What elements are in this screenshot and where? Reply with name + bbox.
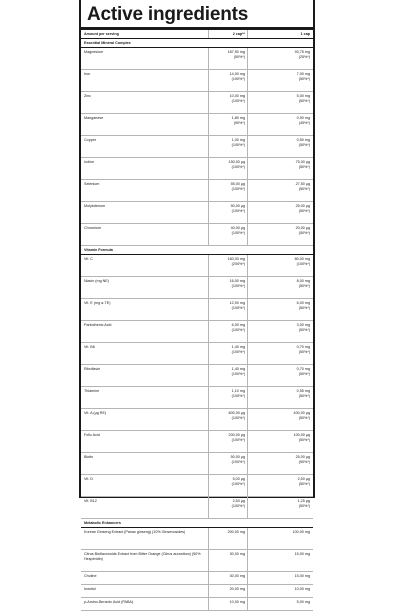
amount-1cap-value: 25,00 µg	[295, 455, 310, 460]
table-row	[81, 598, 313, 611]
amount-2cap-percent: (100%*)	[231, 481, 245, 486]
amount-1cap-percent: (50%*)	[298, 327, 310, 332]
amount-1cap	[248, 387, 313, 408]
amount-1cap	[248, 431, 313, 452]
amount-1cap-value: 100,00 µg	[293, 433, 310, 438]
amount-2cap	[209, 299, 248, 320]
table-row	[81, 550, 313, 572]
table-row	[81, 48, 313, 70]
table-row	[81, 224, 313, 246]
amount-2cap-value: 20,00 mg	[229, 587, 245, 592]
amount-1cap	[248, 528, 313, 549]
amount-1cap	[248, 224, 313, 245]
amount-1cap	[248, 114, 313, 135]
amount-1cap-percent: (50%*)	[298, 503, 310, 508]
ingredient-name: Biotin	[81, 453, 209, 474]
amount-1cap-percent: (50%*)	[298, 76, 310, 81]
amount-1cap	[248, 343, 313, 364]
ingredient-name: Zinc	[81, 92, 209, 113]
amount-2cap-percent: (100%*)	[231, 76, 245, 81]
table-row	[81, 321, 313, 343]
amount-2cap-value: 1,00 mg	[231, 138, 245, 143]
amount-2cap-percent: (100%*)	[231, 186, 245, 191]
ingredient-name: Magnesium	[81, 48, 209, 69]
amount-2cap-value: 40,00 µg	[230, 226, 245, 231]
amount-2cap	[209, 202, 248, 223]
table-row	[81, 585, 313, 598]
amount-2cap-percent: (100%*)	[231, 415, 245, 420]
amount-1cap	[248, 158, 313, 179]
amount-1cap-value: 10,00 mg	[294, 587, 310, 592]
amount-1cap-value: 8,00 mg	[296, 279, 310, 284]
ingredient-name: Citrus Bioflavonoids Extract from Bitter Orange (Citrus aurantium) (50% Hesperidin)	[81, 550, 209, 571]
ingredient-name: Pantothenic Acid	[81, 321, 209, 342]
section-header	[81, 39, 313, 48]
amount-2cap	[209, 528, 248, 549]
amount-2cap-value: 6,00 mg	[231, 323, 245, 328]
amount-2cap	[209, 48, 248, 69]
table-row	[81, 387, 313, 409]
amount-2cap-value: 14,00 mg	[229, 72, 245, 77]
amount-1cap-percent: (50%*)	[298, 186, 310, 191]
amount-2cap	[209, 387, 248, 408]
amount-1cap	[248, 180, 313, 201]
ingredient-name: Vit. A (µg RE)	[81, 409, 209, 430]
ingredient-name: Iodine	[81, 158, 209, 179]
amount-2cap	[209, 343, 248, 364]
amount-2cap-percent: (100%*)	[231, 164, 245, 169]
amount-1cap-value: 0,55 mg	[296, 389, 310, 394]
section-header	[81, 519, 313, 528]
amount-2cap-percent: (200%*)	[231, 261, 245, 266]
amount-2cap-value: 800,00 µg	[228, 411, 245, 416]
amount-1cap	[248, 277, 313, 298]
amount-1cap-value: 100,00 mg	[292, 530, 310, 535]
section-title: Vitamin Formula	[84, 248, 113, 253]
amount-1cap-value: 20,00 µg	[295, 226, 310, 231]
ingredient-name: Selenium	[81, 180, 209, 201]
amount-1cap-percent: (50%*)	[298, 393, 310, 398]
amount-1cap-percent: (45%*)	[298, 120, 310, 125]
table-row	[81, 453, 313, 475]
amount-1cap-percent: (50%*)	[298, 459, 310, 464]
ingredient-name: p-Amino-Benzoic Acid (PABA)	[81, 598, 209, 610]
table-header	[81, 30, 313, 39]
amount-1cap	[248, 202, 313, 223]
amount-1cap	[248, 475, 313, 496]
table-row	[81, 409, 313, 431]
page-title: Active ingredients	[81, 0, 313, 30]
ingredient-name: Vit. B12	[81, 497, 209, 518]
ingredient-name: Folic Acid	[81, 431, 209, 452]
amount-1cap	[248, 409, 313, 430]
section-header	[81, 246, 313, 255]
amount-2cap-value: 160,00 mg	[227, 257, 245, 262]
amount-2cap-value: 1,40 mg	[231, 345, 245, 350]
table-row	[81, 497, 313, 519]
ingredient-name: Chromium	[81, 224, 209, 245]
amount-1cap-value: 80,00 mg	[294, 257, 310, 262]
amount-1cap-percent: (50%*)	[298, 164, 310, 169]
amount-1cap-percent: (50%*)	[298, 481, 310, 486]
ingredient-name: Korean Ginseng Extract (Panax ginseng) (10% Ginsenosides)	[81, 528, 209, 549]
amount-2cap-percent: (100%*)	[231, 98, 245, 103]
ingredient-name: Thiamine	[81, 387, 209, 408]
amount-2cap-percent: (50%*)	[233, 54, 245, 59]
amount-2cap	[209, 224, 248, 245]
amount-1cap-value: 400,00 µg	[293, 411, 310, 416]
amount-2cap-value: 200,00 µg	[228, 433, 245, 438]
amount-2cap	[209, 550, 248, 571]
table-row	[81, 475, 313, 497]
ingredient-name: Inositol	[81, 585, 209, 597]
amount-2cap-value: 30,00 mg	[229, 574, 245, 579]
amount-1cap-value: 27,50 µg	[295, 182, 310, 187]
amount-2cap	[209, 92, 248, 113]
table-row	[81, 136, 313, 158]
amount-2cap	[209, 365, 248, 386]
amount-1cap-value: 75,00 µg	[295, 160, 310, 165]
amount-2cap-value: 5,00 µg	[232, 477, 245, 482]
section-title: Essential Mineral Complex	[84, 41, 131, 46]
amount-2cap-value: 1,10 mg	[231, 389, 245, 394]
amount-2cap	[209, 431, 248, 452]
amount-1cap-percent: (50%*)	[298, 437, 310, 442]
amount-1cap	[248, 70, 313, 91]
amount-2cap	[209, 453, 248, 474]
amount-2cap-value: 12,00 mg	[229, 301, 245, 306]
amount-2cap-value: 50,00 µg	[230, 204, 245, 209]
amount-1cap	[248, 365, 313, 386]
header-name: Amount per serving	[81, 30, 209, 38]
amount-2cap	[209, 475, 248, 496]
amount-2cap-value: 2,50 µg	[232, 499, 245, 504]
table-row	[81, 572, 313, 585]
amount-1cap-percent: (50%*)	[298, 208, 310, 213]
amount-2cap	[209, 114, 248, 135]
amount-1cap-value: 5,00 mg	[296, 94, 310, 99]
amount-1cap-percent: (50%*)	[298, 305, 310, 310]
table-row	[81, 180, 313, 202]
amount-2cap	[209, 70, 248, 91]
amount-1cap	[248, 585, 313, 597]
amount-2cap	[209, 277, 248, 298]
table-row	[81, 202, 313, 224]
amount-1cap	[248, 550, 313, 571]
amount-2cap-value: 50,00 µg	[230, 455, 245, 460]
table-row	[81, 114, 313, 136]
table-row	[81, 92, 313, 114]
table-row	[81, 431, 313, 453]
amount-1cap	[248, 136, 313, 157]
amount-2cap-percent: (100%*)	[231, 371, 245, 376]
amount-1cap-value: 1,25 µg	[297, 499, 310, 504]
amount-2cap	[209, 409, 248, 430]
amount-1cap-percent: (50%*)	[298, 230, 310, 235]
amount-2cap-percent: (100%*)	[231, 437, 245, 442]
amount-2cap-percent: (90%*)	[233, 120, 245, 125]
amount-1cap-value: 5,00 mg	[296, 600, 310, 605]
amount-1cap-percent: (100%*)	[296, 261, 310, 266]
amount-1cap-percent: (50%*)	[298, 142, 310, 147]
section-title: Metabolic Enhancers	[84, 521, 121, 526]
amount-2cap-percent: (100%*)	[231, 230, 245, 235]
table-row	[81, 70, 313, 92]
ingredients-panel	[79, 0, 315, 605]
amount-1cap-percent: (25%*)	[298, 54, 310, 59]
table-row	[81, 528, 313, 550]
amount-2cap-value: 1,40 mg	[231, 367, 245, 372]
ingredient-name: Riboflavin	[81, 365, 209, 386]
ingredient-name: Copper	[81, 136, 209, 157]
amount-2cap-value: 16,00 mg	[229, 279, 245, 284]
ingredient-name: Iron	[81, 70, 209, 91]
amount-1cap	[248, 572, 313, 584]
amount-2cap	[209, 158, 248, 179]
amount-1cap-value: 2,50 µg	[297, 477, 310, 482]
amount-2cap	[209, 572, 248, 584]
ingredient-name: Vit. C	[81, 255, 209, 276]
amount-1cap-value: 93,75 mg	[294, 50, 310, 55]
table-row	[81, 365, 313, 387]
amount-2cap-percent: (100%*)	[231, 305, 245, 310]
table-body	[81, 39, 313, 611]
header-col3: 1 cap	[300, 32, 310, 36]
amount-2cap	[209, 497, 248, 518]
amount-2cap	[209, 180, 248, 201]
amount-2cap-percent: (100%*)	[231, 349, 245, 354]
amount-2cap-value: 187,50 mg	[227, 50, 245, 55]
amount-1cap	[248, 453, 313, 474]
amount-1cap	[248, 92, 313, 113]
amount-2cap-percent: (100%*)	[231, 503, 245, 508]
amount-1cap-value: 0,90 mg	[296, 116, 310, 121]
table-row	[81, 158, 313, 180]
amount-1cap-value: 0,70 mg	[296, 345, 310, 350]
amount-2cap-percent: (100%*)	[231, 283, 245, 288]
amount-1cap-value: 15,00 mg	[294, 552, 310, 557]
ingredient-name: Choline	[81, 572, 209, 584]
amount-1cap	[248, 321, 313, 342]
amount-1cap	[248, 497, 313, 518]
ingredient-name: Vit. E (mg α-TE)	[81, 299, 209, 320]
ingredient-name: Molybdenum	[81, 202, 209, 223]
amount-2cap-percent: (100%*)	[231, 327, 245, 332]
amount-2cap-value: 30,00 mg	[229, 552, 245, 557]
amount-2cap-value: 55,00 µg	[230, 182, 245, 187]
header-col2: 2 cap**	[209, 30, 248, 38]
amount-1cap-value: 3,00 mg	[296, 323, 310, 328]
ingredient-name: Manganese	[81, 114, 209, 135]
amount-2cap	[209, 321, 248, 342]
amount-1cap-percent: (50%*)	[298, 98, 310, 103]
amount-1cap-value: 6,00 mg	[296, 301, 310, 306]
amount-2cap-value: 10,00 mg	[229, 94, 245, 99]
amount-2cap	[209, 585, 248, 597]
amount-1cap-value: 7,00 mg	[296, 72, 310, 77]
amount-1cap-value: 0,50 mg	[296, 138, 310, 143]
amount-1cap-percent: (50%*)	[298, 371, 310, 376]
amount-2cap-percent: (100%*)	[231, 208, 245, 213]
table-row	[81, 343, 313, 365]
amount-1cap	[248, 48, 313, 69]
ingredient-name: Vit. D	[81, 475, 209, 496]
ingredient-name: Niacin (mg NE)	[81, 277, 209, 298]
amount-1cap-value: 0,70 mg	[296, 367, 310, 372]
amount-2cap-value: 200,00 mg	[227, 530, 245, 535]
amount-2cap-value: 1,80 mg	[231, 116, 245, 121]
amount-1cap	[248, 299, 313, 320]
table-row	[81, 255, 313, 277]
amount-2cap	[209, 255, 248, 276]
amount-2cap-percent: (100%*)	[231, 459, 245, 464]
amount-1cap	[248, 255, 313, 276]
amount-2cap-value: 150,00 µg	[228, 160, 245, 165]
amount-2cap-value: 10,00 mg	[229, 600, 245, 605]
amount-1cap-percent: (50%*)	[298, 415, 310, 420]
amount-2cap	[209, 136, 248, 157]
amount-1cap-value: 25,00 µg	[295, 204, 310, 209]
ingredient-name: Vit. B6	[81, 343, 209, 364]
amount-1cap-percent: (50%*)	[298, 349, 310, 354]
table-row	[81, 299, 313, 321]
table-row	[81, 277, 313, 299]
amount-1cap	[248, 598, 313, 610]
amount-2cap-percent: (100%*)	[231, 142, 245, 147]
amount-2cap	[209, 598, 248, 610]
amount-1cap-value: 15,00 mg	[294, 574, 310, 579]
amount-1cap-percent: (50%*)	[298, 283, 310, 288]
amount-2cap-percent: (100%*)	[231, 393, 245, 398]
